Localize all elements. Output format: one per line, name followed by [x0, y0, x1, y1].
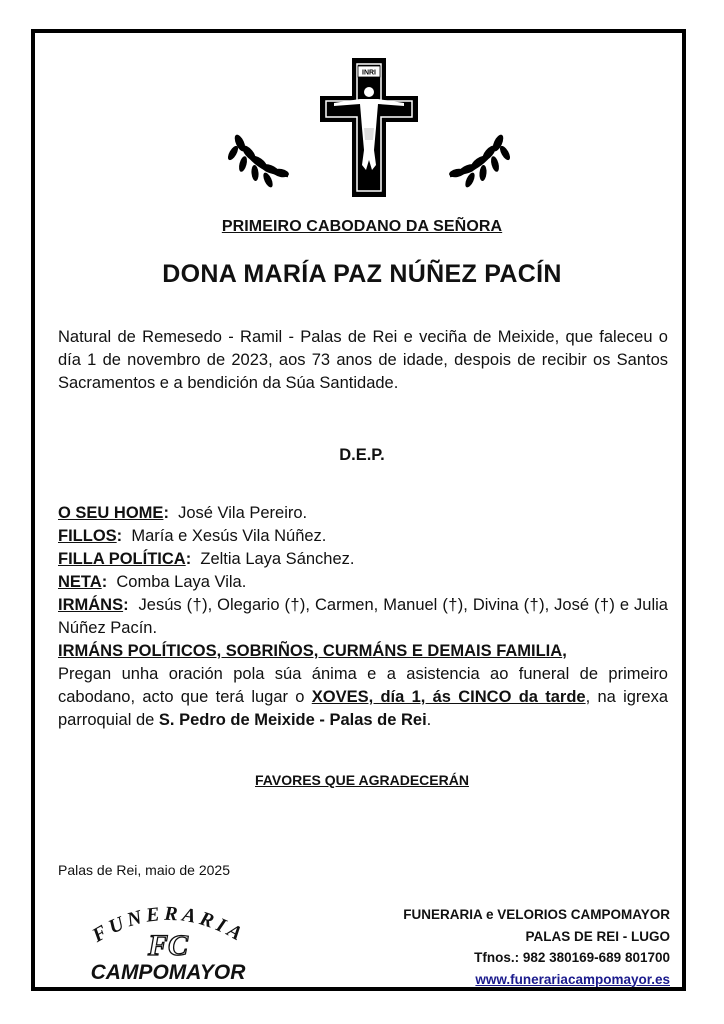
company-location: PALAS DE REI - LUGO	[525, 928, 670, 944]
granddaughter-value: Comba Laya Vila.	[116, 573, 247, 591]
invitation-text-1: Pregan unha oración pola súa ánima e a asistencia ao funeral de primeiro cabodano, acto que terá lugar o	[58, 665, 668, 706]
date-line: Palas de Rei, maio de 2025	[58, 862, 230, 878]
funeraria-logo	[58, 893, 278, 983]
company-website-link[interactable]: www.funerariacampomayor.es	[475, 971, 670, 987]
logo-arc-text: FUNERARIA	[88, 902, 250, 948]
notice-subtitle: PRIMEIRO CABODANO DA SEÑORA	[221, 218, 503, 235]
inri-plaque: INRI	[362, 69, 376, 77]
children-value: María e Xesús Vila Núñez.	[131, 527, 327, 545]
daughter-in-law-label: FILLA POLÍTICA	[58, 550, 186, 568]
contact-block	[403, 904, 670, 990]
company-name: FUNERARIA e VELORIOS CAMPOMAYOR	[403, 907, 670, 922]
dep-line: D.E.P.	[339, 446, 385, 464]
company-phones: Tfnos.: 982 380169-689 801700	[474, 950, 670, 965]
invitation-place: S. Pedro de Meixide - Palas de Rei	[158, 711, 427, 729]
granddaughter-label: NETA	[58, 573, 102, 591]
invitation-paragraph	[58, 663, 668, 732]
logo-name: CAMPOMAYOR	[90, 961, 246, 983]
laurel-left-icon	[226, 133, 290, 189]
family-row-granddaughter: NETA: Comba Laya Vila.	[58, 573, 247, 591]
deceased-name: DONA MARÍA PAZ NÚÑEZ PACÍN	[162, 260, 562, 288]
family-row-daughter-in-law: FILLA POLÍTICA: Zeltia Laya Sánchez.	[58, 550, 355, 568]
family-row-siblings: IRMÁNS: Jesús (†), Olegario (†), Carmen, Manuel (†), Divina (†), José (†) e Julia Núñez Pacín.	[58, 596, 668, 637]
children-label: FILLOS	[58, 527, 117, 545]
siblings-label: IRMÁNS	[58, 596, 124, 614]
husband-label: O SEU HOME	[58, 504, 164, 522]
favores-line: FAVORES QUE AGRADECERÁN	[255, 772, 469, 788]
family-list	[58, 502, 668, 732]
husband-value: José Vila Pereiro.	[178, 504, 308, 522]
siblings-value: Jesús (†), Olegario (†), Carmen, Manuel (†), Divina (†), José (†) e Julia Núñez Pacín.	[58, 596, 668, 637]
family-row-children: FILLOS: María e Xesús Vila Núñez.	[58, 527, 327, 545]
family-row-husband: O SEU HOME: José Vila Pereiro.	[58, 504, 308, 522]
logo-monogram: FC	[147, 929, 189, 962]
cross-icon	[320, 58, 418, 197]
other-relatives: IRMÁNS POLÍTICOS, SOBRIÑOS, CURMÁNS E DEMAIS FAMILIA	[58, 642, 563, 660]
invitation-when: XOVES, día 1, ás CINCO da tarde	[311, 688, 586, 706]
laurel-right-icon	[448, 133, 512, 189]
daughter-in-law-value: Zeltia Laya Sánchez.	[200, 550, 355, 568]
crucifix-emblem	[0, 0, 724, 210]
intro-paragraph: Natural de Remesedo - Ramil - Palas de Rei e veciña de Meixide, que faleceu o día 1 de novembro de 2023, aos 73 anos de idade, despois de recibir os Santos Sacramentos e a bendición da Súa Santidade.	[58, 328, 668, 392]
invitation-text-2: , na igrexa parroquial de	[58, 688, 669, 729]
invitation-text-3: .	[426, 711, 432, 729]
family-row-others: IRMÁNS POLÍTICOS, SOBRIÑOS, CURMÁNS E DEMAIS FAMILIA,	[58, 642, 567, 660]
